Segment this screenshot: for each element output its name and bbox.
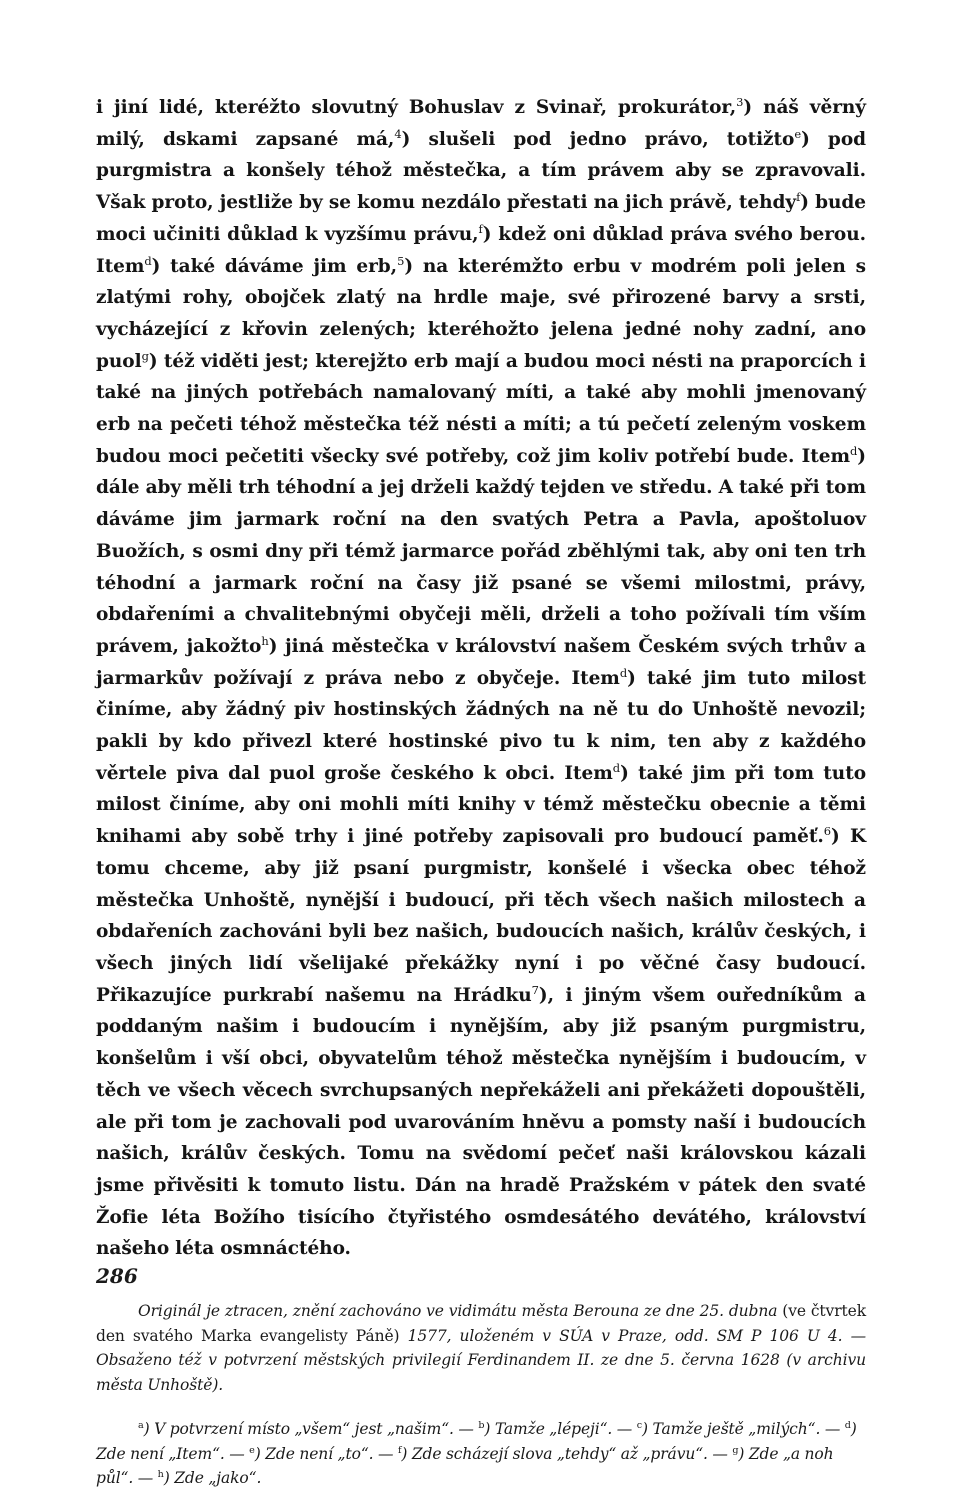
footnote-marker: 5	[397, 253, 405, 268]
body-text-segment: ) kdež oni důklad práva svého berou. Item	[96, 223, 866, 277]
footnote-text: ) Zde „jako“.	[163, 1469, 262, 1488]
footnote-letter: d	[844, 1419, 851, 1431]
footnote-letter: g	[732, 1444, 739, 1456]
footnote-marker: 4	[394, 126, 402, 141]
footnote-marker: d	[612, 760, 621, 775]
body-text-segment: ) na kterémžto erbu v modrém poli jelen s zlatými rohy, obojček zlatý na hrdle maje, své přirozené barvy a srsti, vycházející z křovin zelených; kteréhožto jelena jedné nohy zadní, ano puol	[96, 255, 866, 372]
footnote-letter: h	[157, 1468, 164, 1480]
footnote-text: ) Zde není „Item“. —	[96, 1420, 857, 1463]
body-text-segment: ) jiná městečka v království našem Českém svých trhův a jarmarkův požívají z práva nebo z obyčeje. Item	[96, 635, 866, 689]
footnote-marker: h	[261, 633, 269, 648]
footnote-letter: b	[478, 1419, 485, 1431]
body-text-segment: ) také jim tuto milost činíme, aby žádný piv hostinských žádných na ně tu do Unhoště nevozil; pakli by kdo přivezl které hostinské pivo tu k nim, ten aby z každého věrtele piva dal puol groše českého k obci. Item	[96, 667, 866, 784]
footnote-marker: d	[144, 253, 152, 268]
textual-footnotes	[96, 1417, 866, 1491]
page-number: 286	[96, 1264, 138, 1288]
source-note-italic: 1577, uloženém v SÚA v Praze, odd. SM P 106 U 4. — Obsaženo též v potvrzení městských privilegií Ferdinandem II. ze dne 5. června 1628 (v archivu města Unhoště).	[96, 1326, 867, 1394]
body-text-segment: ) pod purgmistra a konšely téhož městečka, a tím právem aby se zpravovali. Však proto, jestliže by se komu nezdálo přestati na jich právě, tehdy	[96, 128, 866, 214]
footnote-marker: d	[849, 443, 858, 458]
source-note-italic: Originál je ztracen, znění zachováno ve vidimátu města Berouna ze dne 25. dubna	[138, 1302, 778, 1321]
footnote-marker: f	[796, 189, 801, 204]
footnote-marker: e	[794, 126, 802, 141]
body-text-segment: ) slušeli pod jedno právo, totižto	[401, 128, 795, 150]
footnote-marker: 3	[736, 94, 744, 109]
footnote-marker: 6	[823, 824, 831, 839]
footnote-letter: a	[138, 1419, 144, 1431]
charter-body-text	[96, 92, 866, 1265]
footnote-letter: f	[397, 1444, 402, 1456]
document-page	[96, 92, 866, 1491]
footnote-text: ) Tamže ještě „milých“. —	[642, 1420, 845, 1439]
footnote-marker: 7	[531, 982, 539, 997]
body-text-segment: ) dále aby měli trh téhodní a jej drželi každý tejden ve středu. A také při tom dáváme jim jarmark roční na den svatých Petra a Pavla, apoštoluov Buožích, s osmi dny při témž jarmarce pořád zběhlými tak, aby oni ten trh téhodní a jarmark roční na časy již psané se všemi milostmi, právy, obdařeními a chvalitebnými obyčeji měli, drželi a toho požívali tím vším právem, jakožto	[96, 445, 866, 657]
body-text-segment: ) též viděti jest; kterejžto erb mají a budou moci nésti na praporcích i také na jiných potřebách namalovaný míti, a také aby mohli jmenovaný erb na pečeti téhož městečka též nésti a míti; a tú pečetí zeleným voskem budou moci pečetiti všecky své potřeby, což jim koliv potřebí bude. Item	[96, 350, 866, 467]
body-text-segment: ) K tomu chceme, aby již psaní purgmistr, konšelé i všecka obec téhož městečka Unhoště, nynější i budoucí, při těch všech našich milostech a obdařeních zachováni byli bez našich, budoucích našich, králův českých, i všech jiných lidí všelijaké překážky nyní i po věčné časy budoucí. Přikazujíce purkrabí našemu na Hrádku	[96, 826, 866, 1006]
footnote-marker: f	[478, 221, 483, 236]
source-note-roman: (ve čtvrtek den svatého Marka evangelisty Páně)	[96, 1302, 867, 1345]
footnote-text: ) Tamže „lépeji“. —	[484, 1420, 637, 1439]
footnote-marker: g	[141, 348, 149, 363]
footnote-marker: d	[619, 665, 628, 680]
body-text-segment: i jiní lidé, kteréžto slovutný Bohuslav z Svinař, prokurátor,	[96, 97, 737, 118]
body-text-segment: ), i jiným všem ouředníkům a poddaným našim i budoucím i nynějším, aby již psaným purgmistru, konšelům i vší obci, obyvatelům téhož městečka nynějším i budoucím, v těch ve všech věcech svrchupsaných nepřekáželi ani překážeti dopouštěli, ale při tom je zachovali pod uvarováním hněvu a pomsty naší i budoucích našich, králův českých. Tomu na svědomí pečeť naši královskou kázali jsme přivěsiti k tomuto listu. Dán na hradě Pražském v pátek den svaté Žofie léta Božího tisícího čtyřistého osmdesátého devátého, království našeho léta osmnáctého.	[96, 984, 866, 1260]
body-text-segment: ) také jim při tom tuto milost činíme, aby oni mohli míti knihy v témž městečku obecnie a těmi knihami aby sobě trhy i jiné potřeby zapisovali pro budoucí paměť.	[96, 762, 866, 848]
body-text-segment: ) bude moci učiniti důklad k vyzšímu právu,	[96, 192, 866, 245]
footnote-letter: c	[636, 1419, 642, 1431]
body-text-segment: ) náš věrný milý, dskami zapsané má,	[96, 97, 866, 150]
footnote-text: ) Zde scházejí slova „tehdy“ až „právu“. —	[401, 1444, 733, 1463]
footnote-text: ) Zde „a noh půl“. —	[96, 1444, 834, 1488]
body-text-segment: ) také dáváme jim erb,	[151, 255, 398, 277]
source-note	[96, 1299, 866, 1397]
footnote-text: ) Zde není „to“. —	[254, 1444, 398, 1463]
footnote-letter: e	[249, 1444, 255, 1456]
footnote-text: ) V potvrzení místo „všem“ jest „našim“. —	[143, 1420, 479, 1439]
